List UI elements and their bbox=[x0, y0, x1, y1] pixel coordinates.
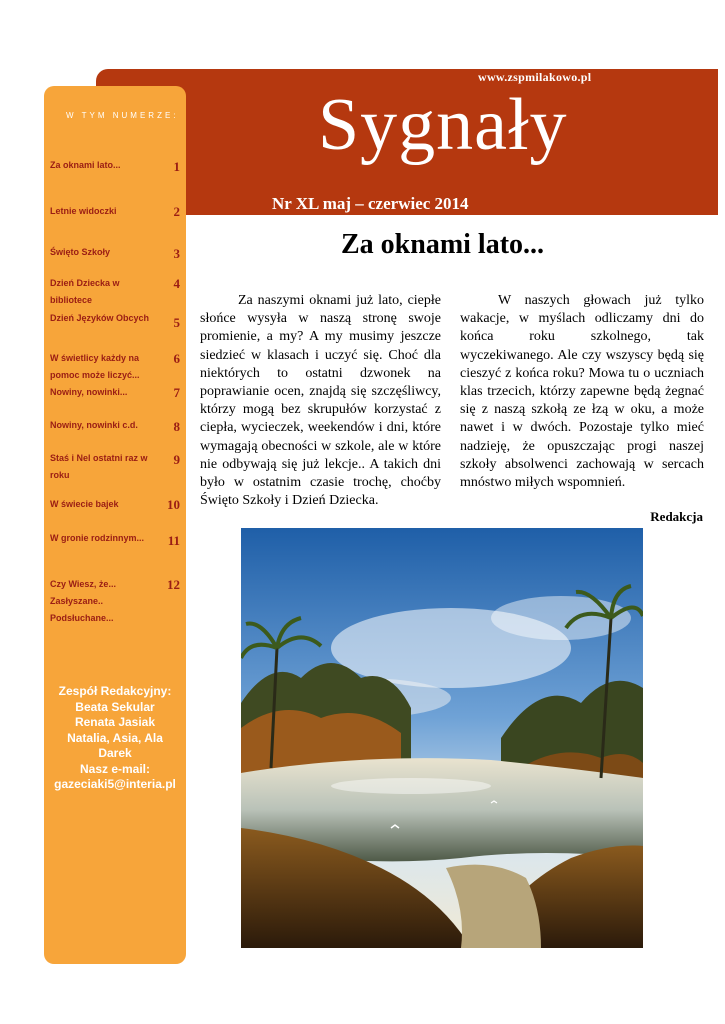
staff-member: Natalia, Asia, Ala bbox=[67, 730, 163, 745]
toc-label: Czy Wiesz, że... Zasłyszane.. Podsłuchane... bbox=[50, 579, 116, 623]
article-signature: Redakcja bbox=[650, 509, 703, 524]
issue-number: Nr XL maj – czerwiec 2014 bbox=[272, 194, 469, 213]
toc-page: 6 bbox=[173, 351, 180, 366]
article-column-left bbox=[200, 292, 441, 510]
toc-label: Nowiny, nowinki... bbox=[50, 387, 128, 397]
toc-label: Staś i Nel ostatni raz w roku bbox=[50, 453, 148, 480]
newsletter-title: Sygnały bbox=[318, 84, 568, 166]
toc-page: 10 bbox=[167, 497, 180, 512]
toc-page: 7 bbox=[173, 385, 180, 400]
toc-page: 5 bbox=[173, 315, 180, 330]
toc-label: Dzień Dziecka w bibliotece bbox=[50, 278, 120, 305]
toc-page: 8 bbox=[173, 419, 180, 434]
staff-heading: Zespół Redakcyjny: bbox=[58, 684, 172, 698]
toc-label: Za oknami lato... bbox=[50, 160, 121, 170]
landscape-photo bbox=[241, 528, 643, 948]
article-column-right bbox=[460, 292, 704, 492]
email-address[interactable]: gazeciaki5@interia.pl bbox=[54, 777, 176, 791]
toc-page: 11 bbox=[167, 533, 180, 548]
staff-member: Renata Jasiak bbox=[74, 715, 156, 729]
toc-heading: W TYM NUMERZE: bbox=[66, 111, 179, 120]
toc-page: 1 bbox=[173, 159, 180, 174]
toc-label: Letnie widoczki bbox=[50, 206, 117, 216]
staff-member: Darek bbox=[98, 746, 132, 760]
toc-page: 12 bbox=[167, 577, 180, 592]
editorial-staff bbox=[44, 684, 186, 793]
toc-label: Święto Szkoły bbox=[50, 247, 111, 257]
toc-label: W gronie rodzinnym... bbox=[50, 533, 144, 543]
toc-label: W świetlicy każdy na pomoc może liczyć... bbox=[50, 353, 140, 380]
website-url[interactable]: www.zspmilakowo.pl bbox=[478, 70, 592, 84]
toc-label: W świecie bajek bbox=[50, 499, 119, 509]
toc-page: 4 bbox=[173, 276, 180, 291]
article-paragraph: W naszych głowach już tylko wakacje, w myślach odliczamy dni do końca roku szkolnego, tak wyczekiwanego. Ale czy wszyscy będą się cieszyć z końca roku? Mowa tu o uczniach klas trzecich, którzy zapewne będą żegnać się z naszą szkołą ze łzą w oku, a może nawet i w dwóch. Pozostaje tylko mieć nadzieję, że opuszczając progi naszej szkoły absolwenci zachowają w sercach mnóstwo miłych wspomnień. bbox=[460, 293, 704, 491]
toc-label: Dzień Języków Obcych bbox=[50, 313, 150, 323]
toc-label: Nowiny, nowinki c.d. bbox=[50, 420, 138, 430]
toc-page: 2 bbox=[173, 204, 180, 219]
toc-page: 9 bbox=[173, 452, 180, 467]
article-paragraph: Za naszymi oknami już lato, ciepłe słońce wysyła w naszą stronę swoje promienie, a my? A my musimy jeszcze siedzieć w klasach i uczyć się. Choć dla niektórych to ostatni dzwonek na poprawianie ocen, znajdą się szczęśliwcy, którzy mogą bez skrupułów korzystać z ciepła, wycieczek, weekendów i dni, które wymagają obecności w szkole, ale w które nie odbywają się już lekcje.. A takich dni było w ostatnim czasie trochę, choćby Święto Szkoły i Dzień Dziecka. bbox=[200, 293, 441, 509]
staff-member: Beata Sekular bbox=[75, 699, 155, 714]
email-label: Nasz e-mail: bbox=[79, 761, 151, 776]
article-title: Za oknami lato... bbox=[341, 229, 545, 260]
toc-page: 3 bbox=[173, 246, 180, 261]
